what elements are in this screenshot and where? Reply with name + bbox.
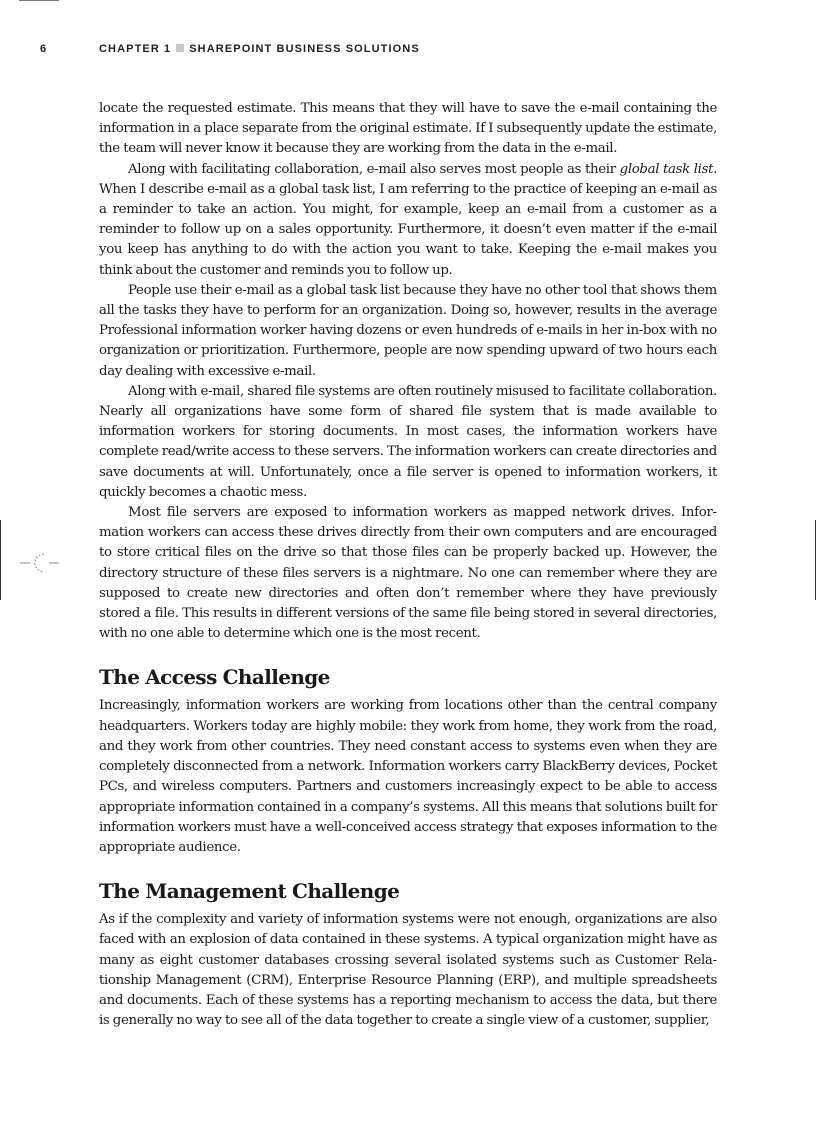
section-management-text: As if the complexity and variety of information systems were not enough, organizations are also faced with an explosion of data contained in these systems. A typical organization might have as many as eight customer databases crossing several isolated systems such as Customer Relationship Management (CRM), Enterprise Resource Planning (ERP), and multiple spreadsheets and documents. Each of these systems has a reporting mechanism to access the data, but there is generally no way to see all of the data together to create a single view of a customer, supplier, bbox=[99, 912, 717, 1029]
paragraph-2-start: Along with facilitating collaboration, e-mail also serves most people as their bbox=[128, 161, 620, 177]
book-title: SHAREPOINT BUSINESS SOLUTIONS bbox=[189, 43, 420, 55]
paragraph-3: People use their e-mail as a global task list because they have no other tool that shows them all the tasks they have to perform for an organization. Doing so, however, results in the average Professional information worker having dozens or even hundreds of e-mails in her in-box with no organization or prioritization. Furthermore, people are now spending upward of two hours each day dealing with excessive e-mail. bbox=[99, 282, 717, 379]
section-heading-access: The Access Challenge bbox=[99, 665, 330, 690]
paragraph-5: Most file servers are exposed to information workers as mapped network drives. Information workers can access these drives directly from their own computers and are encouraged to store critical files on the drive so that those files can be properly backed up. However, the directory structure of these files servers is a nightmare. No one can remember where they are supposed to create new directories and often don’t remember where they have previously stored a file. This results in different versions of the same file being stored in several directories, with no one able to determine which one is the most recent. bbox=[99, 505, 717, 642]
gray-square-icon bbox=[176, 44, 184, 52]
crop-mark-left bbox=[0, 520, 1, 600]
page-number: 6 bbox=[40, 43, 48, 55]
paragraph-4: Along with e-mail, shared file systems are often routinely misused to facilitate collaboration. Nearly all organizations have some form of shared file system that is made available to information workers for storing documents. In most cases, the information workers have complete read/write access to these servers. The information workers can create directories and save documents at will. Unfortunately, once a file server is opened to information workers, it quickly becomes a chaotic mess. bbox=[99, 383, 717, 500]
emphasis-global-task-list: global task list bbox=[619, 161, 714, 177]
crop-mark-top bbox=[19, 0, 59, 1]
paragraph-2-end: . When I describe e-mail as a global task list, I am referring to the practice of keeping an e-mail as a reminder to take an action. You might, for example, keep an e-mail from a customer as a reminder to follow up on a sales opportunity. Furthermore, it doesn’t even matter if the e-mail you keep has anything to do with the action you want to take. Keeping the e-mail makes you think about the customer and reminds you to follow up. bbox=[99, 161, 717, 278]
registration-mark-icon bbox=[20, 550, 60, 576]
section-access-text: Increasingly, information workers are working from locations other than the central company headquarters. Workers today are highly mobile: they work from home, they work from the road, and they work from other countries. They need constant access to systems even when they are completely disconnected from a network. Information workers carry BlackBerry devices, Pocket PCs, and wireless computers. Partners and customers increasingly expect to be able to access appropriate information contained in a company’s systems. All this means that solutions built for information workers must have a well-conceived access strategy that exposes information to the appropriate audience. bbox=[99, 698, 717, 855]
paragraph-2 bbox=[99, 160, 717, 281]
chapter-title bbox=[99, 43, 420, 55]
section-heading-management: The Management Challenge bbox=[99, 879, 400, 904]
chapter-label: CHAPTER 1 bbox=[99, 43, 172, 55]
paragraph-1: locate the requested estimate. This means that they will have to save the e-mail containing the information in a place separate from the original estimate. If I subsequently update the estimate, the team will never know it because they are working from the data in the e-mail. bbox=[99, 101, 717, 157]
page-body bbox=[99, 99, 717, 1031]
